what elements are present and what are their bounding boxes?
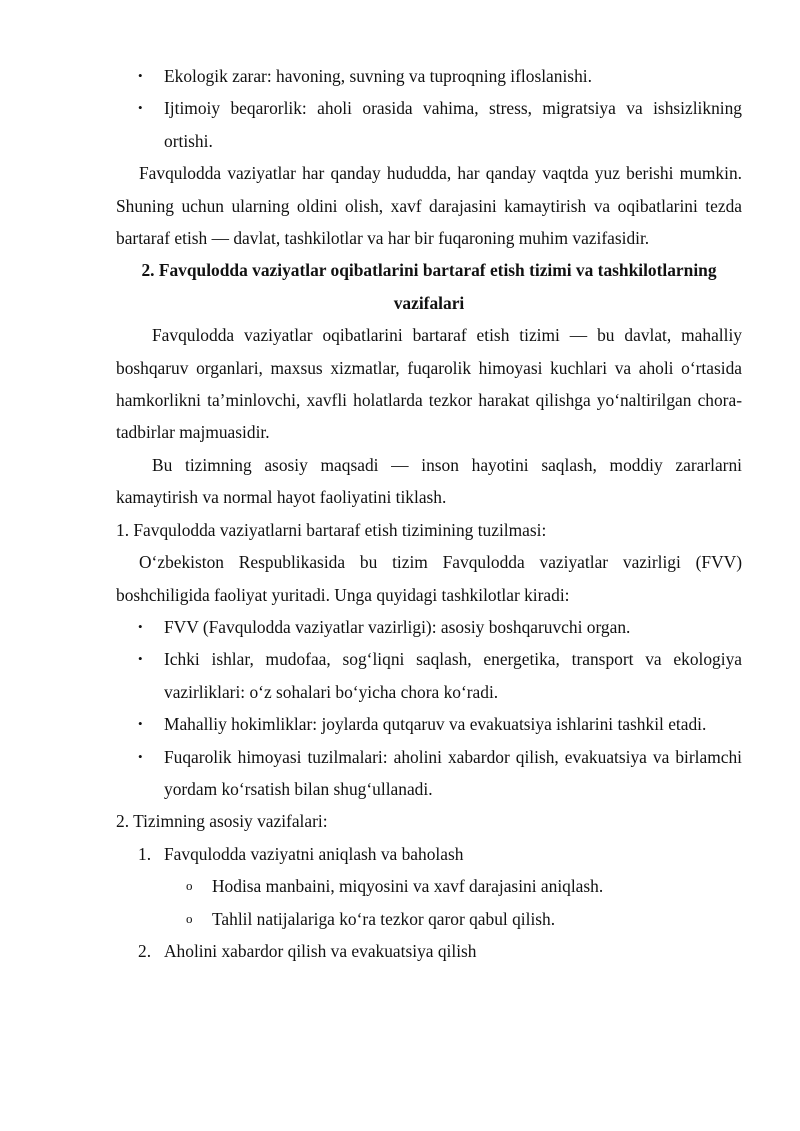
numbered-item xyxy=(116,935,742,967)
goal-paragraph: Bu tizimning asosiy maqsadi — inson hayotini saqlash, moddiy zararlarni kamaytirish va normal hayot faoliyatini tiklash. xyxy=(116,454,742,508)
structure-subtitle: 1. Favqulodda vaziyatlarni bartaraf etish tizimining tuzilmasi: xyxy=(116,519,547,540)
item-number: 2. xyxy=(138,940,152,961)
list-item-text: Mahalliy hokimliklar: joylarda qutqaruv va evakuatsiya ishlarini tashkil etadi. xyxy=(164,714,707,735)
tasks-subtitle: 2. Tizimning asosiy vazifalari: xyxy=(116,811,328,832)
list-item xyxy=(116,60,742,92)
numbered-item-text: Aholini xabardor qilish va evakuatsiya qilish xyxy=(164,940,477,961)
bullet-marker: • xyxy=(138,618,143,634)
list-item-text: FVV (Favqulodda vaziyatlar vazirligi): asosiy boshqaruvchi organ. xyxy=(164,616,631,637)
structure-paragraph: O‘zbekiston Respublikasida bu tizim Favqulodda vaziyatlar vazirligi (FVV) boshchiligida faoliyat yuritadi. Unga quyidagi tashkilotlar kiradi: xyxy=(116,552,742,605)
list-item xyxy=(116,741,742,806)
list-item-text: Fuqarolik himoyasi tuzilmalari: aholini xabardor qilish, evakuatsiya va birlamchi yordam ko‘rsatish bilan shug‘ullanadi. xyxy=(164,746,742,799)
sub-list-item xyxy=(116,903,742,935)
tasks-list xyxy=(116,838,742,870)
numbered-item xyxy=(116,838,742,870)
bullet-marker: • xyxy=(138,100,143,116)
sub-list-item-text: Tahlil natijalariga ko‘ra tezkor qaror qabul qilish. xyxy=(212,908,556,929)
numbered-item-text: Favqulodda vaziyatni aniqlash va baholash xyxy=(164,843,464,864)
list-item-text: Ijtimoiy beqarorlik: aholi orasida vahima, stress, migratsiya va ishsizlikning ortishi. xyxy=(164,98,742,151)
list-item xyxy=(116,611,742,643)
task1-sublist xyxy=(116,870,742,935)
list-item-text: Ichki ishlar, mudofaa, sog‘liqni saqlash, energetika, transport va ekologiya vazirliklari: o‘z sohalari bo‘yicha chora ko‘radi. xyxy=(164,649,742,702)
document-page xyxy=(116,60,742,967)
list-item xyxy=(116,92,742,157)
sub-list-item-text: Hodisa manbaini, miqyosini va xavf darajasini aniqlash. xyxy=(212,876,604,897)
bullet-marker: • xyxy=(138,748,143,764)
sub-list-item xyxy=(116,870,742,902)
section-heading: 2. Favqulodda vaziyatlar oqibatlarini bartaraf etish tizimi va tashkilotlarning vazifalari xyxy=(141,260,717,313)
bullet-marker: • xyxy=(138,651,143,667)
intro-paragraph: Favqulodda vaziyatlar har qanday hududda, har qanday vaqtda yuz berishi mumkin. Shuning uchun ularning oldini olish, xavf darajasini kamaytirish va oqibatlarini tezda bartaraf etish — davlat, tashkilotlar va har bir fuqaroning muhim vazifasidir. xyxy=(116,163,742,249)
organizations-list xyxy=(116,611,742,805)
list-item xyxy=(116,643,742,708)
bullet-marker: • xyxy=(138,716,143,732)
consequences-list xyxy=(116,60,742,157)
tasks-list-continued xyxy=(116,935,742,967)
definition-paragraph: Favqulodda vaziyatlar oqibatlarini bartaraf etish tizimi — bu davlat, mahalliy boshqaruv organlari, maxsus xizmatlar, fuqarolik himoyasi kuchlari va aholi o‘rtasida hamkorlikni ta’minlovchi, xavfli holatlarda tezkor harakat qilishga yo‘naltirilgan chora-tadbirlar majmuasidir. xyxy=(116,325,742,443)
circle-bullet-marker: o xyxy=(186,878,193,894)
item-number: 1. xyxy=(138,843,152,864)
circle-bullet-marker: o xyxy=(186,910,193,926)
bullet-marker: • xyxy=(138,68,143,83)
list-item xyxy=(116,708,742,740)
list-item-text: Ekologik zarar: havoning, suvning va tuproqning ifloslanishi. xyxy=(164,66,592,86)
